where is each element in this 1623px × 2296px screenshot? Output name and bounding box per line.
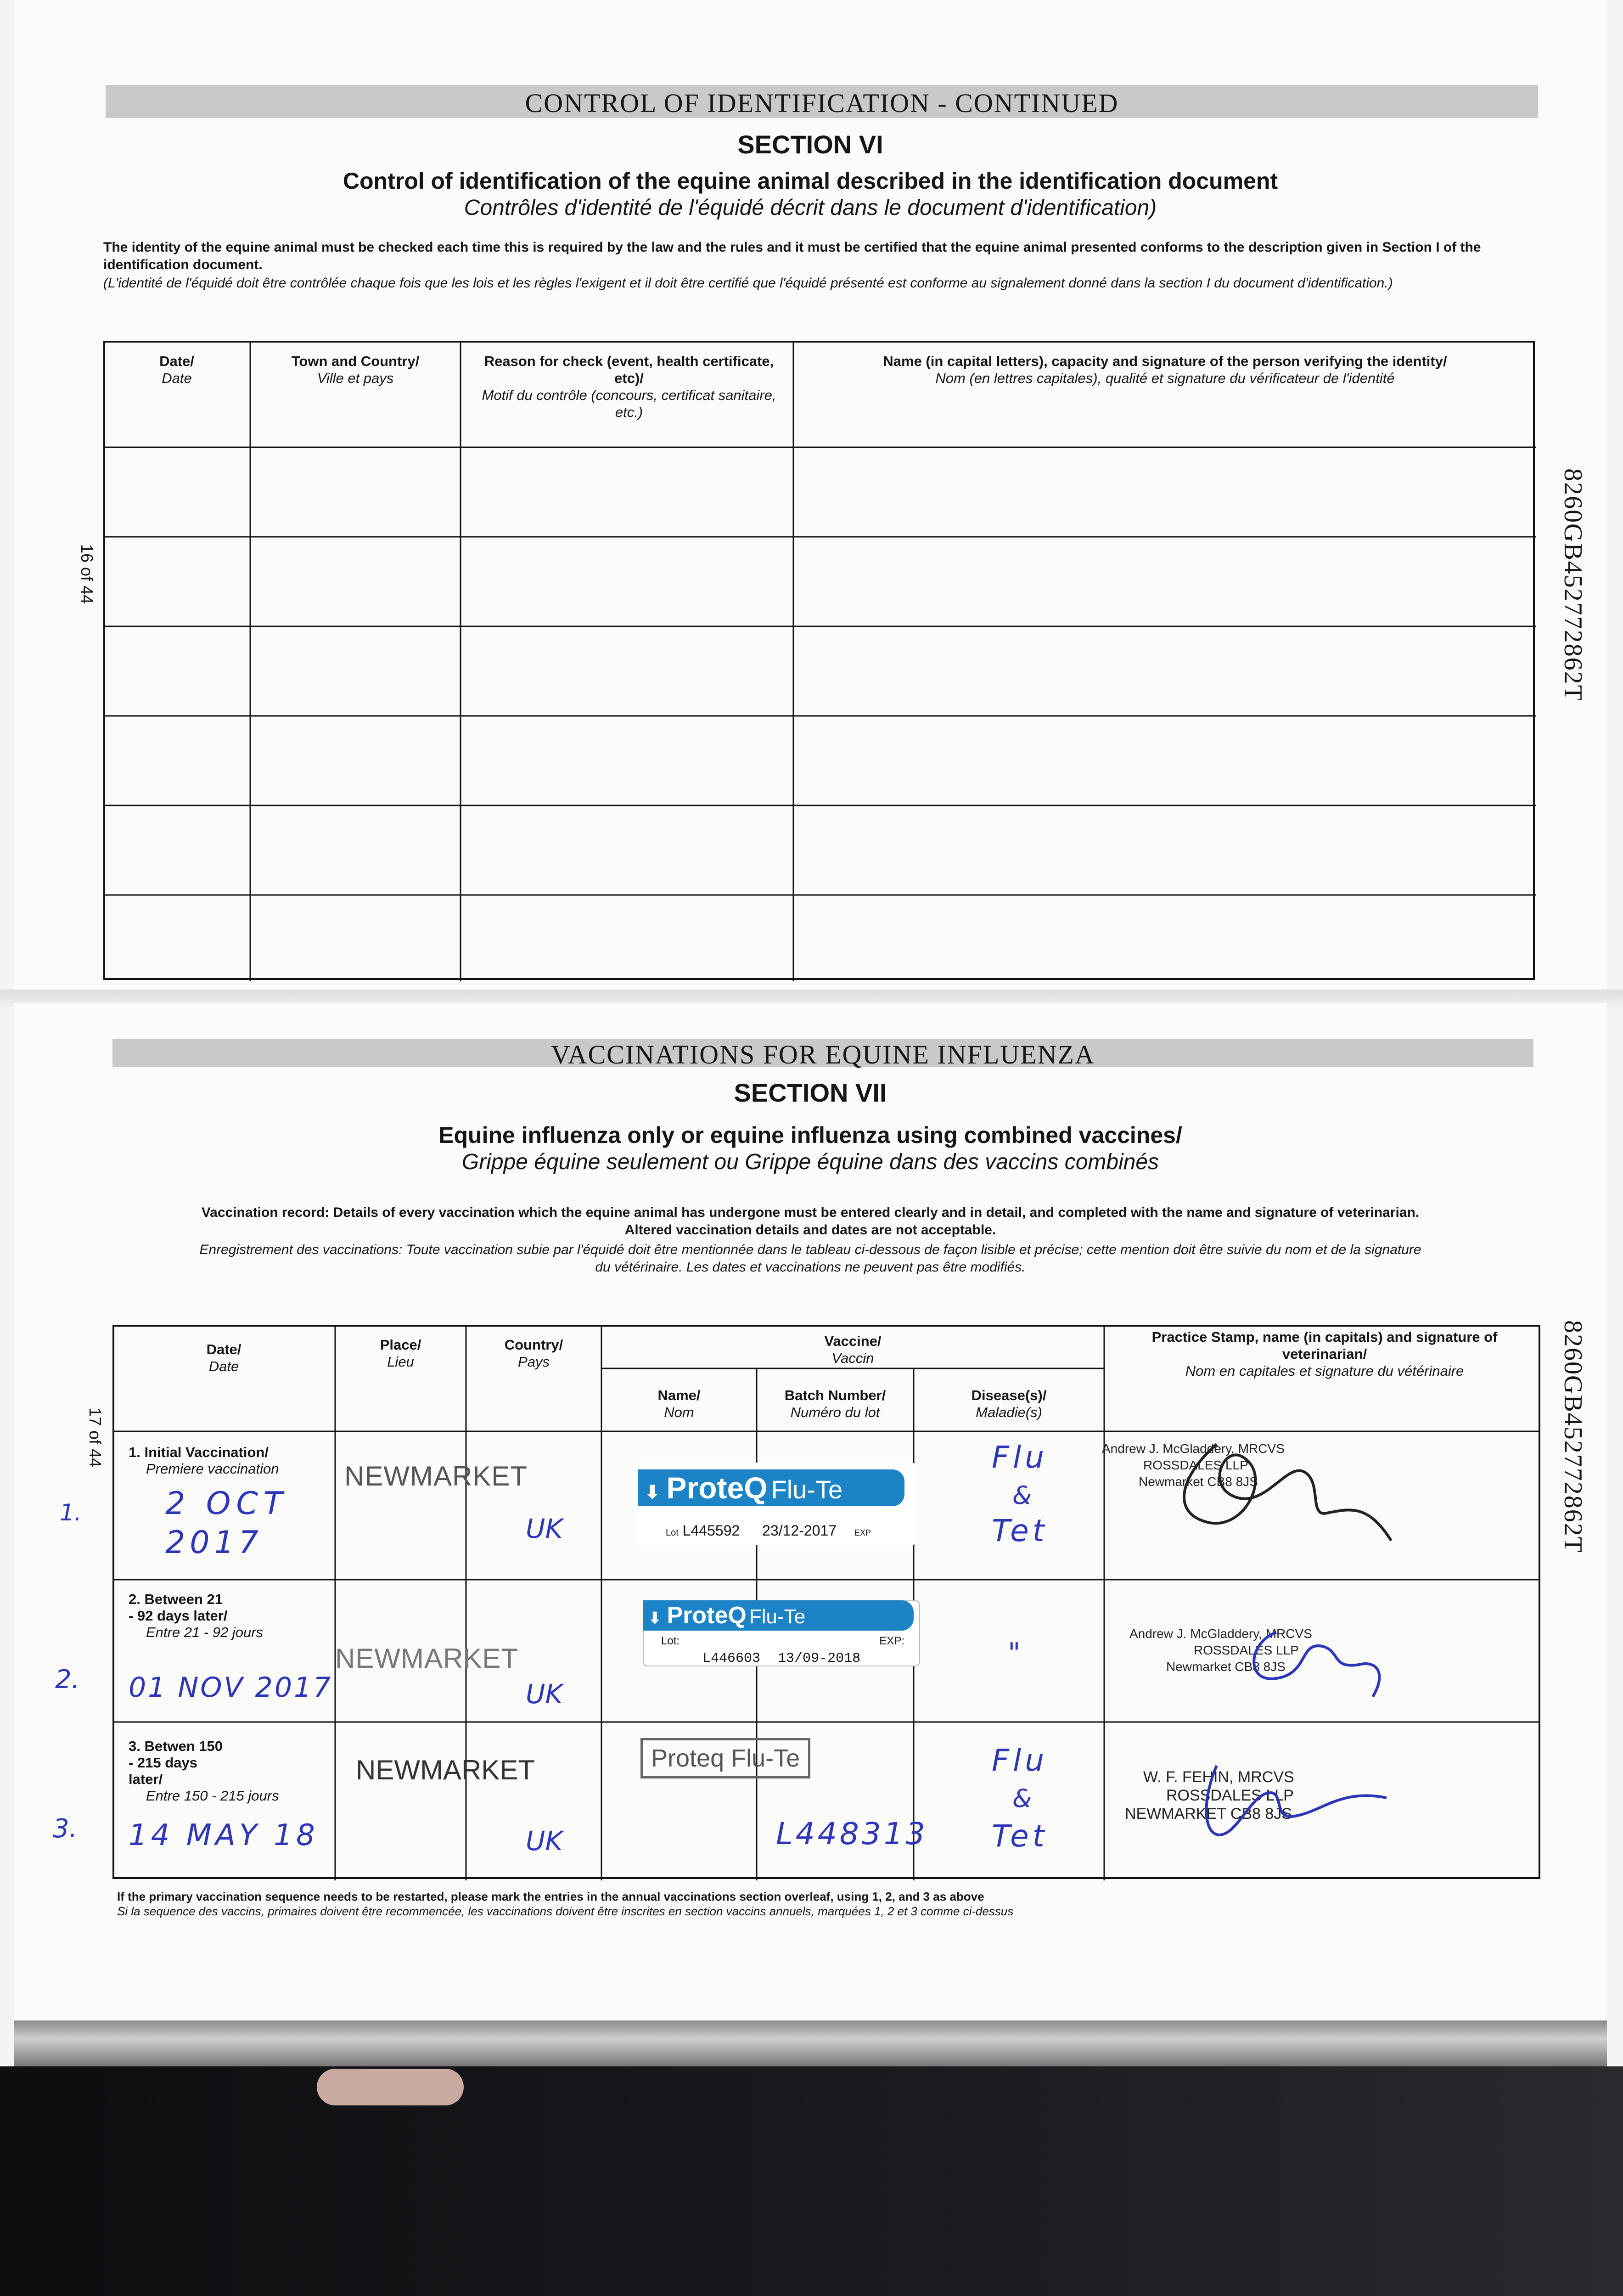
row3-disease-2: & <box>1012 1784 1032 1813</box>
row1-vet-2: ROSSDALES LLP <box>1143 1458 1248 1472</box>
s7-col-date <box>112 1341 335 1375</box>
row3-lot: L448313 <box>776 1816 928 1851</box>
s7-col-place <box>335 1336 466 1370</box>
row1-exp-label: EXP <box>854 1528 871 1537</box>
section7-page-number: 17 of 44 <box>86 1407 105 1468</box>
s6-col-name-fr: Nom (en lettres capitales), qualité et signature du vérificateur de l'identité <box>935 370 1395 386</box>
section6-title-fr: Contrôles d'identité de l'équidé décrit dans le document d'identification) <box>464 196 1157 220</box>
s7-col-name <box>601 1387 757 1421</box>
section6-banner <box>106 85 1538 118</box>
row3-label <box>129 1738 279 1804</box>
row1-signature <box>1152 1421 1410 1550</box>
section6-banner-text: CONTROL OF IDENTIFICATION - CONTINUED <box>525 88 1119 118</box>
dark-background <box>0 2066 1623 2296</box>
row2-signature <box>1221 1614 1405 1706</box>
row2-sub: Flu-Te <box>749 1605 806 1628</box>
row3-vet-2: ROSSDALES LLP <box>1166 1787 1294 1804</box>
row1-lot-prefix: Lot <box>666 1528 679 1538</box>
s7-col-disease <box>914 1387 1104 1421</box>
row2-lot-labels <box>661 1635 904 1648</box>
s7-col-place-en: Place/ <box>380 1337 421 1353</box>
row2-lot-prefix: Lot: <box>661 1635 680 1647</box>
row3-label-fr: Entre 150 - 215 jours <box>146 1788 279 1804</box>
row2-label-en: 2. Between 21 - 92 days later/ <box>129 1591 228 1624</box>
s7-col-vaccine <box>601 1333 1104 1367</box>
section7-instruction-2: Altered vaccination details and dates are not acceptable. <box>624 1222 996 1238</box>
s6-col-date-fr: Date <box>162 370 192 386</box>
s7-col-stamp <box>1113 1328 1536 1379</box>
s6-col-town-en: Town and Country/ <box>291 353 420 369</box>
s7-col-disease-fr: Maladie(s) <box>976 1404 1042 1420</box>
top-page <box>14 0 1607 990</box>
book-cover-edge <box>14 2020 1607 2066</box>
row3-date: 14 MAY 18 <box>129 1818 319 1852</box>
row1-sub: Flu-Te <box>771 1475 843 1504</box>
s7-col-country <box>466 1336 601 1370</box>
row2-brand: ProteQ <box>667 1602 747 1629</box>
s6-col-town-fr: Ville et pays <box>317 370 394 386</box>
row2-lot-line <box>702 1651 860 1666</box>
row1-disease-3: Tet <box>992 1513 1048 1548</box>
section6-page-number: 16 of 44 <box>78 544 96 604</box>
s7-col-batch <box>757 1387 914 1421</box>
s7-col-batch-en: Batch Number/ <box>784 1387 886 1403</box>
s7-col-stamp-en: Practice Stamp, name (in capitals) and signature of veterinarian/ <box>1151 1329 1498 1362</box>
s6-col-reason-fr: Motif du contrôle (concours, certificat sanitaire, etc.) <box>482 387 776 420</box>
row2-date: 01 NOV 2017 <box>129 1671 333 1704</box>
row3-place-stamp: NEWMARKET <box>356 1755 535 1785</box>
row1-label-fr: Premiere vaccination <box>146 1461 279 1477</box>
bottom-page <box>14 1003 1607 2020</box>
row1-expiry: 23/12-2017 <box>762 1522 837 1539</box>
s6-col-name-en: Name (in capital letters), capacity and signature of the person verifying the identity/ <box>883 353 1447 369</box>
row3-vet-1: W. F. FEHIN, MRCVS <box>1143 1768 1294 1786</box>
row2-expiry: 13/09-2018 <box>778 1651 861 1666</box>
section7-label: SECTION VII <box>734 1078 887 1107</box>
section6-instruction: The identity of the equine animal must be checked each time this is required by the law and the rules and it must be certified that the equine animal presented conforms to the description given in Section I of the identification document. <box>103 240 1481 272</box>
row1-brand: ProteQ <box>666 1471 768 1505</box>
row3-vaccine-stamp: Proteq Flu-Te <box>640 1738 810 1778</box>
row3-disease-3: Tet <box>992 1818 1048 1854</box>
row2-place-stamp: NEWMARKET <box>335 1643 518 1674</box>
section6-label: SECTION VI <box>737 130 883 159</box>
s7-col-country-fr: Pays <box>518 1354 550 1370</box>
row1-disease-1: Flu <box>992 1440 1048 1475</box>
section6-title: Control of identification of the equine animal described in the identification document <box>343 168 1278 194</box>
row1-date-line2: 2017 <box>165 1525 264 1561</box>
section6-instruction-fr: (L'identité de l'équidé doit être contrôlée chaque fois que les lois et les règles l'exigent et il doit être certifié que l'équidé présenté est conforme au signalement donné dans la section I du document d'identification.) <box>103 276 1393 291</box>
row1-country: UK <box>526 1513 563 1544</box>
section6-table-grid <box>103 341 1536 981</box>
row1-lot: L445592 <box>682 1522 740 1539</box>
row2-exp-label: EXP: <box>879 1635 904 1647</box>
row1-download-icon: ⬇ <box>645 1482 660 1503</box>
row3-signature <box>1148 1743 1423 1848</box>
s6-col-town <box>250 353 461 387</box>
section7-banner <box>112 1039 1533 1067</box>
section7-instruction-fr-2: du vétérinaire. Les dates et vaccinations ne peuvent pas être modifiés. <box>595 1260 1026 1275</box>
row1-label <box>129 1444 279 1477</box>
row2-label <box>129 1591 264 1641</box>
s7-col-vaccine-fr: Vaccin <box>831 1350 874 1366</box>
s7-col-disease-en: Disease(s)/ <box>971 1387 1047 1403</box>
finger <box>317 2069 464 2105</box>
s7-col-name-fr: Nom <box>664 1404 694 1420</box>
row1-margin-number: 1. <box>60 1499 82 1526</box>
s6-col-reason <box>477 353 781 421</box>
section7-banner-text: VACCINATIONS FOR EQUINE INFLUENZA <box>551 1040 1095 1069</box>
s6-col-reason-en: Reason for check (event, health certificate, etc)/ <box>484 353 774 386</box>
row1-place-stamp: NEWMARKET <box>344 1461 528 1491</box>
section6-side-code: 8260GB452772862T <box>1559 468 1587 702</box>
s7-col-name-en: Name/ <box>657 1387 701 1403</box>
row3-vet-3: NEWMARKET CB8 8JS <box>1125 1805 1292 1823</box>
s7-col-stamp-fr: Nom en capitales et signature du vétérinaire <box>1185 1363 1464 1379</box>
row2-vet-2: ROSSDALES LLP <box>1194 1643 1299 1657</box>
section7-title-fr: Grippe équine seulement ou Grippe équine dans des vaccins combinés <box>461 1150 1159 1174</box>
s7-col-date-en: Date/ <box>206 1341 241 1357</box>
row1-proteq-logo <box>638 1469 904 1506</box>
row2-label-fr: Entre 21 - 92 jours <box>146 1624 264 1640</box>
row2-disease: " <box>1008 1637 1021 1669</box>
s6-col-name <box>813 353 1517 387</box>
s7-col-batch-fr: Numéro du lot <box>790 1404 880 1420</box>
row2-lot: L446603 <box>702 1651 761 1666</box>
row2-country: UK <box>526 1678 563 1710</box>
s7-col-place-fr: Lieu <box>387 1354 414 1370</box>
row1-date-line1: 2 OCT <box>165 1486 288 1522</box>
section7-footnote-fr: Si la sequence des vaccins, primaires doivent être recommencée, les vaccinations doivent être inscrites en section vaccins annuels, marquées 1, 2 et 3 comme ci-dessus <box>117 1904 1014 1918</box>
section7-side-code: 8260GB452772862T <box>1559 1320 1587 1553</box>
row3-disease-1: Flu <box>992 1743 1048 1778</box>
row2-vet-3: Newmarket CB8 8JS <box>1166 1660 1286 1674</box>
row1-disease-2: & <box>1012 1481 1032 1510</box>
row1-lot-line <box>666 1522 871 1539</box>
row2-download-icon: ⬇ <box>648 1609 662 1627</box>
s7-col-country-en: Country/ <box>504 1337 563 1353</box>
section7-title: Equine influenza only or equine influenza using combined vaccines/ <box>438 1122 1182 1148</box>
row3-country: UK <box>526 1825 563 1857</box>
row3-label-en: 3. Betwen 150 - 215 days later/ <box>129 1738 223 1787</box>
row2-vet-1: Andrew J. McGladdery, MRCVS <box>1129 1626 1312 1641</box>
row2-margin-number: 2. <box>55 1665 80 1694</box>
row2-proteq-logo <box>643 1600 914 1631</box>
s6-col-date <box>103 353 250 387</box>
section7-instruction-1: Vaccination record: Details of every vaccination which the equine animal has undergone must be entered clearly and in detail, and completed with the name and signature of veterinarian. <box>201 1205 1420 1220</box>
row3-margin-number: 3. <box>53 1814 78 1844</box>
row1-vet-1: Andrew J. McGladdery, MRCVS <box>1102 1441 1285 1456</box>
s7-col-vaccine-en: Vaccine/ <box>824 1333 882 1349</box>
row1-vet-3: Newmarket CB8 8JS <box>1139 1474 1258 1489</box>
s6-col-date-en: Date/ <box>159 353 194 369</box>
section7-instruction-fr-1: Enregistrement des vaccinations: Toute vaccination subie par l'équidé doit être mentionnée dans le tableau ci-dessous de façon lisible et précise; cette mention doit être suivie du nom et de la signature <box>199 1242 1421 1257</box>
s7-col-date-fr: Date <box>208 1358 239 1374</box>
row1-label-en: 1. Initial Vaccination/ <box>129 1444 269 1460</box>
section7-footnote: If the primary vaccination sequence needs to be restarted, please mark the entries in the annual vaccinations section overleaf, using 1, 2, and 3 as above <box>117 1890 984 1903</box>
